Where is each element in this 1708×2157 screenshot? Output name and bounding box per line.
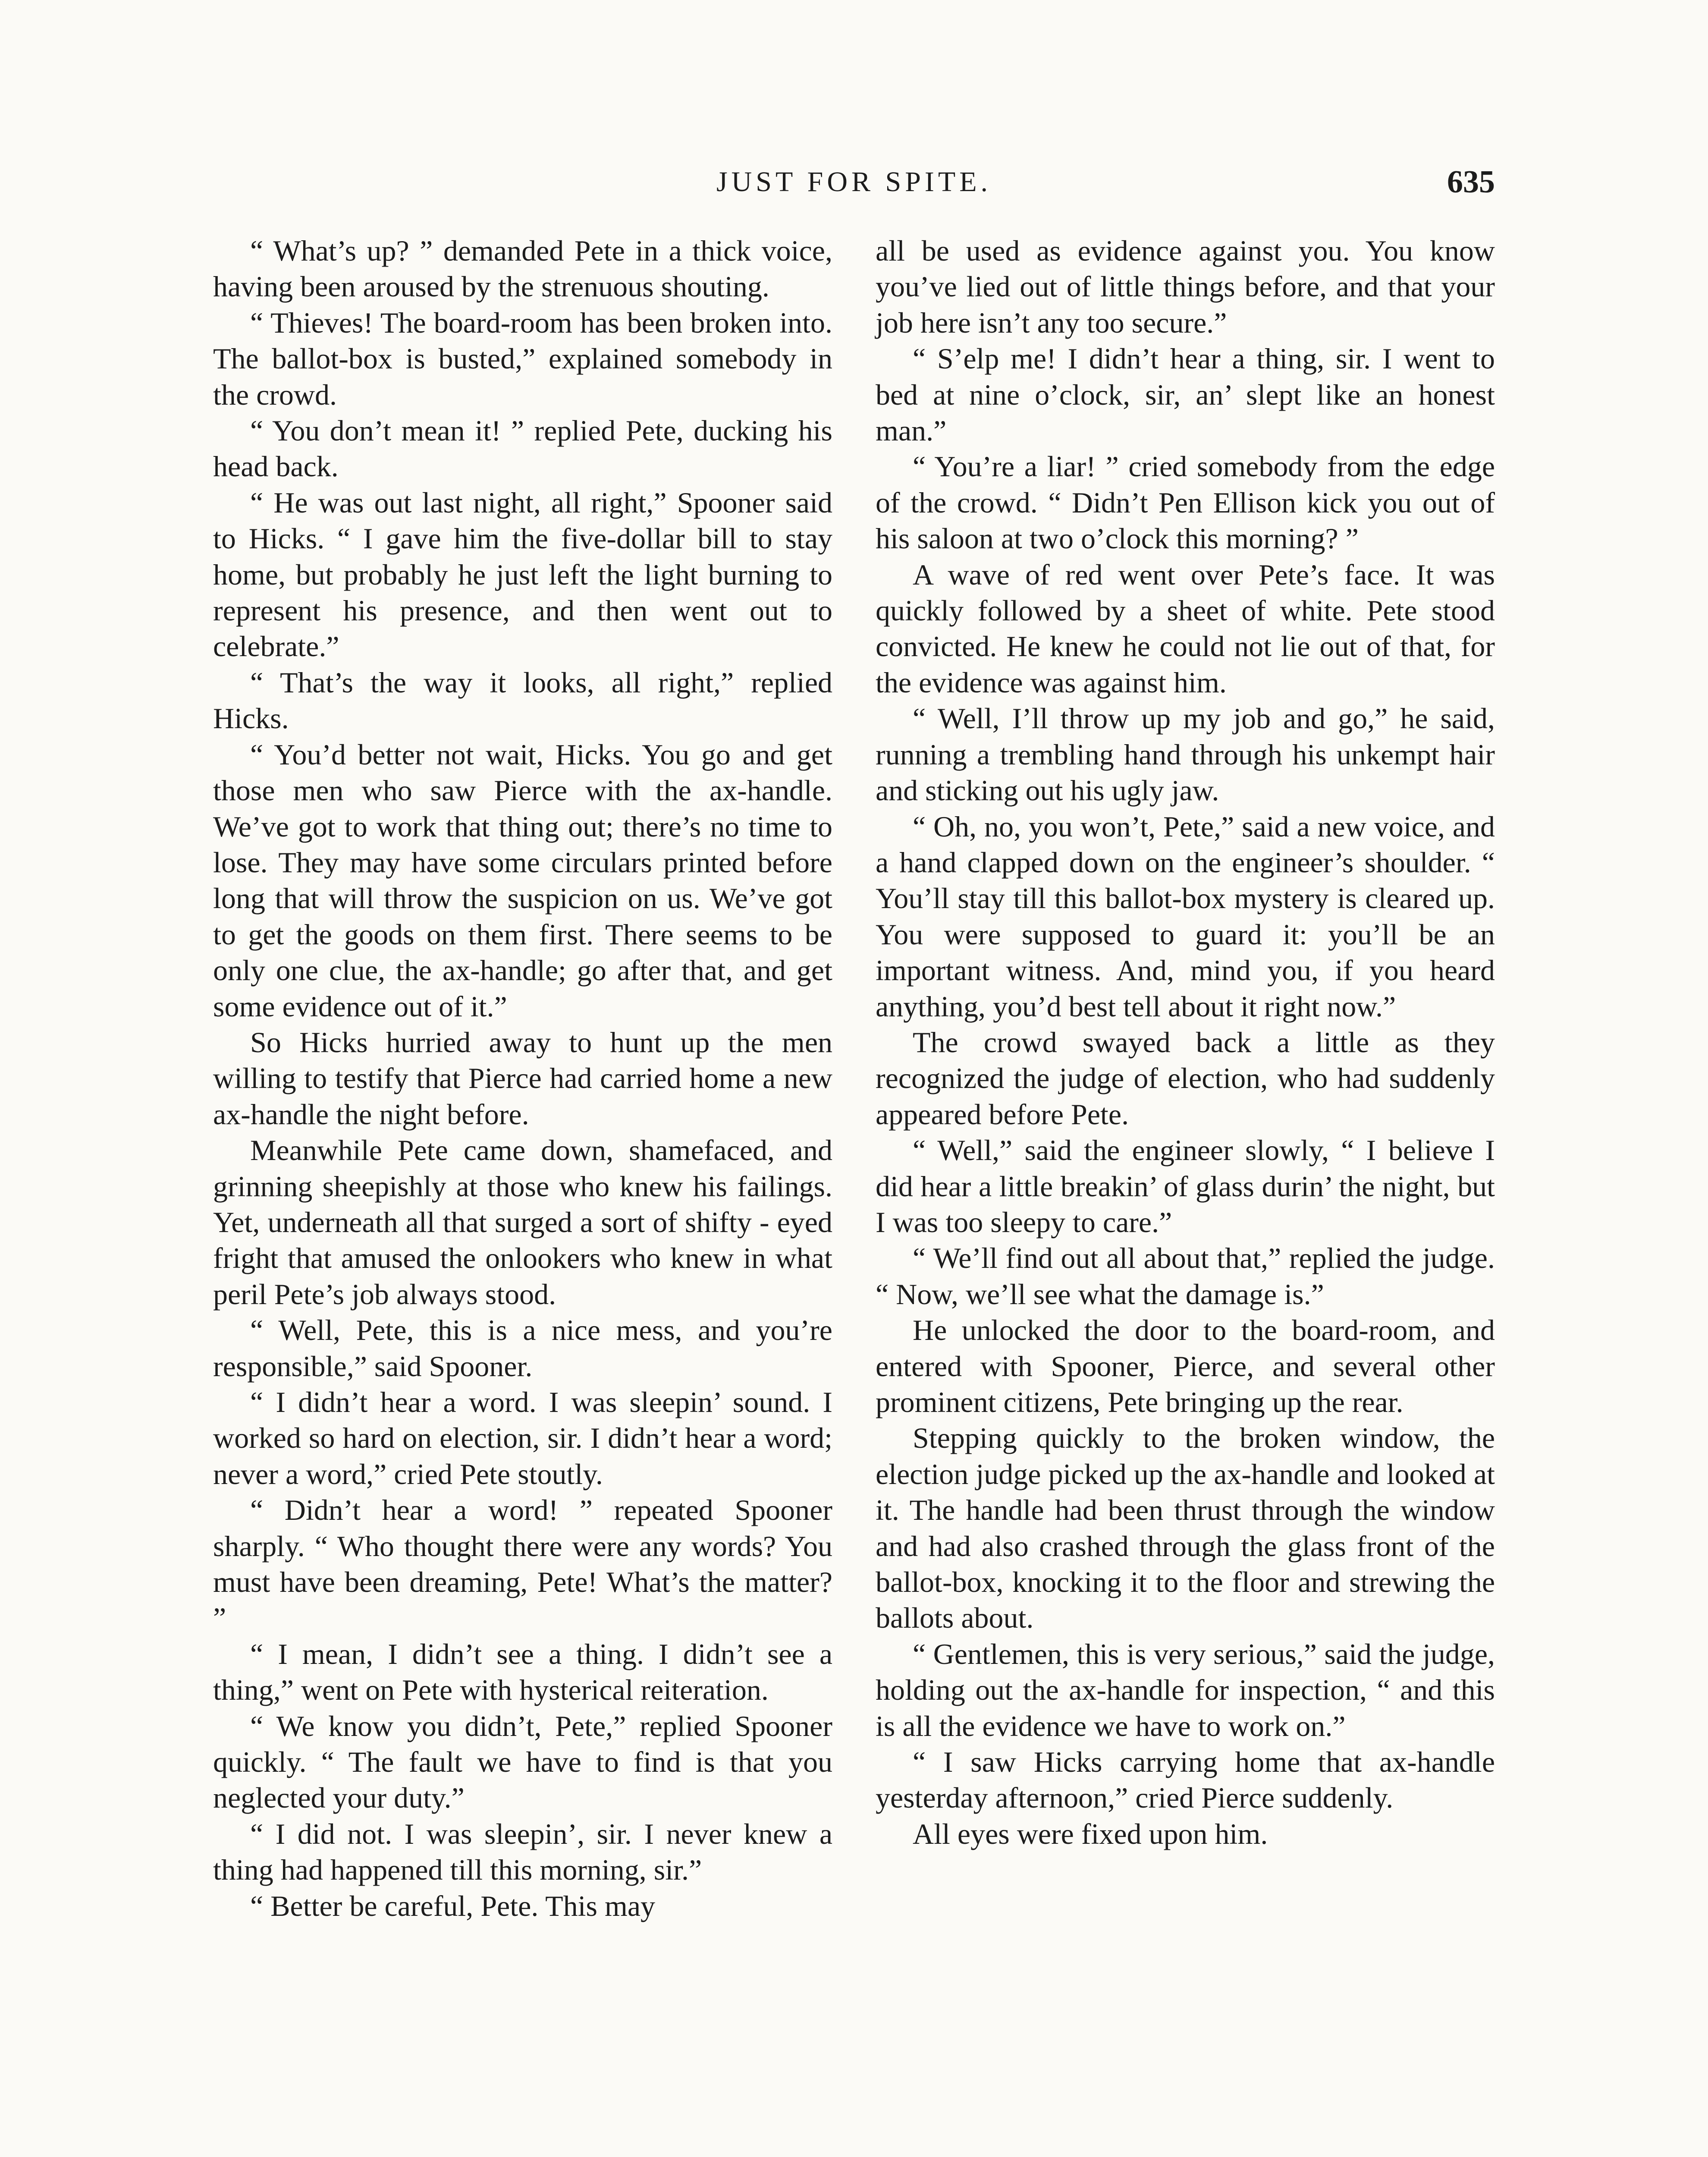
page-number: 635 bbox=[1447, 164, 1495, 200]
paragraph: So Hicks hurried away to hunt up the men willing to testify that Pierce had carried home a new ax-handle the night before. bbox=[213, 1025, 832, 1131]
paragraph: “ Gentlemen, this is very serious,” said the judge, holding out the ax-handle for inspection, “ and this is all the evidence we have to work on.” bbox=[876, 1637, 1495, 1742]
paragraph: “ Well, Pete, this is a nice mess, and you’re responsible,” said Spooner. bbox=[213, 1314, 832, 1383]
paragraph: “ Well,” said the engineer slowly, “ I believe I did hear a little breakin’ of glass durin’ the night, but I was too sleepy to care.” bbox=[876, 1134, 1495, 1239]
page-header bbox=[213, 152, 1495, 212]
right-column bbox=[876, 233, 1495, 2157]
paragraph: “ You’d better not wait, Hicks. You go and get those men who saw Pierce with the ax-handle. We’ve got to work that thing out; there’s no time to lose. They may have some circulars printed before long that will throw the suspicion on us. We’ve got to get the goods on them first. There seems to be only one clue, the ax-handle; go after that, and get some evidence out of it.” bbox=[213, 738, 832, 1023]
article-body bbox=[213, 233, 1495, 2157]
paragraph: “ We’ll find out all about that,” replied the judge. “ Now, we’ll see what the damage is.” bbox=[876, 1242, 1495, 1311]
paragraph: “ I did not. I was sleepin’, sir. I never knew a thing had happened till this morning, sir.” bbox=[213, 1817, 832, 1887]
paragraph: Stepping quickly to the broken window, the election judge picked up the ax-handle and looked at it. The handle had been thrust through the window and had also crashed through the glass front of the ballot-box, knocking it to the floor and strewing the ballots about. bbox=[876, 1421, 1495, 1635]
paragraph: All eyes were fixed upon him. bbox=[913, 1817, 1268, 1850]
left-column bbox=[213, 233, 832, 2157]
paragraph: “ You’re a liar! ” cried somebody from the edge of the crowd. “ Didn’t Pen Ellison kick you out of his saloon at two o’clock this morning? ” bbox=[876, 450, 1495, 555]
paragraph: Meanwhile Pete came down, shamefaced, and grinning sheepishly at those who knew his failings. Yet, underneath all that surged a sort of shifty - eyed fright that amused the onlookers who knew in what peril Pete’s job always stood. bbox=[213, 1134, 832, 1311]
paragraph: “ That’s the way it looks, all right,” replied Hicks. bbox=[213, 666, 832, 735]
paragraph: A wave of red went over Pete’s face. It was quickly followed by a sheet of white. Pete stood convicted. He knew he could not lie out of that, for the evidence was against him. bbox=[876, 558, 1495, 699]
paragraph: The crowd swayed back a little as they recognized the judge of election, who had suddenly appeared before Pete. bbox=[876, 1025, 1495, 1131]
running-title: JUST FOR SPITE. bbox=[716, 166, 992, 198]
paragraph: He unlocked the door to the board-room, and entered with Spooner, Pierce, and several other prominent citizens, Pete bringing up the rear. bbox=[876, 1314, 1495, 1418]
paragraph: “ I saw Hicks carrying home that ax-handle yesterday afternoon,” cried Pierce suddenly. bbox=[876, 1745, 1495, 1814]
paragraph: “ You don’t mean it! ” replied Pete, ducking his head back. bbox=[213, 414, 832, 483]
paragraph: “ Oh, no, you won’t, Pete,” said a new voice, and a hand clapped down on the engineer’s shoulder. “ You’ll stay till this ballot-box mystery is cleared up. You were supposed to guard it: you’ll be an important witness. And, mind you, if you heard anything, you’d best tell about it right now.” bbox=[876, 810, 1495, 1023]
paragraph: “ He was out last night, all right,” Spooner said to Hicks. “ I gave him the five-dollar bill to stay home, but probably he just left the light burning to represent his presence, and then went out to celebrate.” bbox=[213, 486, 832, 663]
paragraph: “ Well, I’ll throw up my job and go,” he said, running a trembling hand through his unkempt hair and sticking out his ugly jaw. bbox=[876, 702, 1495, 807]
paragraph: “ S’elp me! I didn’t hear a thing, sir. I went to bed at nine o’clock, sir, an’ slept like an honest man.” bbox=[876, 342, 1495, 447]
paragraph: “ Thieves! The board-room has been broken into. The ballot-box is busted,” explained somebody in the crowd. bbox=[213, 306, 832, 411]
paragraph-continuation: all be used as evidence against you. You know you’ve lied out of little things before, and that your job here isn’t any too secure.” bbox=[876, 234, 1495, 339]
paragraph: “ What’s up? ” demanded Pete in a thick voice, having been aroused by the strenuous shouting. bbox=[213, 234, 832, 303]
paragraph: “ I mean, I didn’t see a thing. I didn’t see a thing,” went on Pete with hysterical reiteration. bbox=[213, 1637, 832, 1707]
paragraph: “ Didn’t hear a word! ” repeated Spooner sharply. “ Who thought there were any words? You must have been dreaming, Pete! What’s the matter? ” bbox=[213, 1494, 832, 1635]
paragraph: “ I didn’t hear a word. I was sleepin’ sound. I worked so hard on election, sir. I didn’t hear a word; never a word,” cried Pete stoutly. bbox=[213, 1386, 832, 1490]
paragraph: “ Better be careful, Pete. This may bbox=[250, 1889, 656, 1922]
paragraph: “ We know you didn’t, Pete,” replied Spooner quickly. “ The fault we have to find is that you neglected your duty.” bbox=[213, 1709, 832, 1814]
